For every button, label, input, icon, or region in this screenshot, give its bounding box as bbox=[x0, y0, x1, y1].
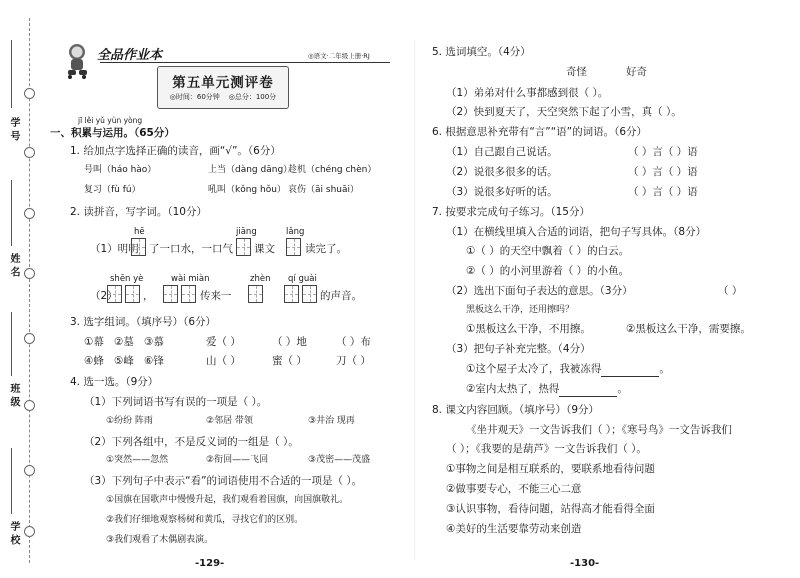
q3-blank[interactable]: 蜜（ ） bbox=[272, 355, 307, 367]
q7-sub3-prompt: ②室内太热了，热得 bbox=[466, 383, 560, 395]
q3-option: ⑥锋 bbox=[144, 355, 164, 367]
q6-row-fill[interactable]: （ ）言（ ）语 bbox=[628, 186, 698, 198]
binding-hole bbox=[24, 333, 35, 344]
q6-row-fill[interactable]: （ ）言（ ）语 bbox=[628, 166, 698, 178]
q1-item[interactable]: 上当（dàng dāng） bbox=[208, 165, 293, 175]
q2-line1-b: 了一口水，一口气 bbox=[149, 243, 233, 255]
tianzi-box[interactable] bbox=[125, 285, 140, 303]
page-title: 第五单元测评卷 bbox=[172, 75, 274, 91]
q7-sub3-prompt: ①这个屋子太冷了，我被冻得 bbox=[466, 363, 602, 375]
q8-line[interactable]: （ ）；《我要的是葫芦》一文告诉我们（ ）。 bbox=[446, 443, 647, 455]
q3-blank[interactable]: （ ）地 bbox=[272, 336, 307, 348]
q2-pinyin: hē bbox=[134, 227, 145, 237]
q6-row-text: （3）说很多好听的话。 bbox=[446, 186, 558, 198]
q3-option: ②墓 bbox=[114, 336, 134, 348]
tianzi-box[interactable] bbox=[163, 285, 178, 303]
page-number-right: -130- bbox=[570, 558, 600, 569]
q2-stem: 2. 读拼音，写字词。（10分） bbox=[70, 206, 207, 218]
q4-sub2: （2）下列各组中，不是反义词的一组是（ ）。 bbox=[84, 436, 299, 448]
q7-sub1-line[interactable]: ②（ ）的小河里游着（ ）的小鱼。 bbox=[466, 265, 630, 277]
q4-sub3-option[interactable]: ①国旗在国歌声中慢慢升起，我们观看着国旗，向国旗敬礼。 bbox=[106, 495, 349, 505]
q5-sentence[interactable]: （1）弟弟对什么事都感到很（ ）。 bbox=[446, 87, 609, 99]
q7-sub3-line: ①这个屋子太冷了，我被冻得 。 bbox=[466, 363, 670, 375]
q2-pinyin: jiāng bbox=[236, 227, 257, 237]
q4-sub2-option[interactable]: ③茂密——茂盛 bbox=[308, 455, 371, 465]
q2-pinyin: qí guài bbox=[288, 274, 317, 284]
q3-blank[interactable]: 山（ ） bbox=[206, 355, 241, 367]
time-limit: ◎时间：60分钟 bbox=[169, 93, 220, 101]
binding-hole bbox=[24, 147, 35, 158]
name-line[interactable] bbox=[11, 180, 12, 246]
q7-sub1: （1）在横线里填入合适的词语，把句子写具体。（8分） bbox=[446, 226, 707, 238]
q5-sentence[interactable]: （2）快到夏天了，天空突然下起了小雪，真（ ）。 bbox=[446, 106, 682, 118]
q2-line2-b: 传来一 bbox=[200, 290, 232, 302]
q2-pinyin: shēn yè bbox=[110, 274, 144, 284]
q2-pinyin: lǎng bbox=[286, 227, 305, 237]
q2-pinyin: wài miàn bbox=[171, 274, 210, 284]
q8-option: ①事物之间是相互联系的，要联系地看待问题 bbox=[446, 463, 655, 475]
answer-line[interactable] bbox=[601, 363, 659, 377]
q8-line[interactable]: 《坐井观天》一文告诉我们（ ）；《寒号鸟》一文告诉我们 bbox=[466, 424, 732, 436]
q6-row-text: （2）说很多很多的话。 bbox=[446, 166, 558, 178]
q4-sub3-option[interactable]: ③我们观看了木偶剧表演。 bbox=[106, 535, 214, 545]
binding-hole bbox=[24, 400, 35, 411]
q1-item[interactable]: 吼叫（kǒng hǒu） bbox=[208, 185, 286, 195]
class-line[interactable] bbox=[11, 312, 12, 376]
q5-word: 奇怪 bbox=[566, 66, 587, 78]
q3-blank[interactable]: 爱（ ） bbox=[206, 336, 241, 348]
q2-pinyin: zhèn bbox=[250, 274, 271, 284]
binding-hole bbox=[24, 88, 35, 99]
q1-stem: 1. 给加点字选择正确的读音，画“√”。（6分） bbox=[70, 145, 281, 157]
q8-stem: 8. 课文内容回顾。（填序号）（9分） bbox=[432, 404, 600, 416]
mascot-icon bbox=[58, 42, 96, 80]
q6-row-fill[interactable]: （ ）言（ ）语 bbox=[628, 146, 698, 158]
q4-sub1-option[interactable]: ②邻居 带领 bbox=[206, 416, 253, 426]
brand-logo bbox=[58, 42, 96, 84]
name-label: 姓 名 bbox=[8, 253, 19, 277]
q2-line2-a: （2） bbox=[90, 290, 118, 302]
title-meta bbox=[158, 92, 288, 102]
q1-item[interactable]: 趁机（chéng chèn） bbox=[288, 165, 377, 175]
tianzi-box[interactable] bbox=[107, 285, 122, 303]
tianzi-box[interactable] bbox=[181, 285, 196, 303]
q6-row-text: （1）自己跟自己说话。 bbox=[446, 146, 558, 158]
q4-sub2-option[interactable]: ②衔回——飞回 bbox=[206, 455, 269, 465]
tianzi-box[interactable] bbox=[236, 238, 251, 256]
binding-hole bbox=[24, 526, 35, 537]
tianzi-box[interactable] bbox=[286, 238, 301, 256]
binding-hole bbox=[24, 208, 35, 219]
binding-hole bbox=[24, 268, 35, 279]
section-pinyin: jī lěi yǔ yùn yòng bbox=[78, 116, 143, 125]
q1-item[interactable]: 复习（fù fú） bbox=[84, 185, 141, 195]
school-line[interactable] bbox=[11, 448, 12, 514]
q2-comma: ， bbox=[143, 290, 154, 302]
q2-line1-d: 读完了。 bbox=[305, 243, 347, 255]
subject-tag: ◎语文·二年级上册·RJ bbox=[308, 52, 370, 60]
q2-line1-c: 课文 bbox=[254, 243, 275, 255]
q4-sub1-option[interactable]: ③井治 现再 bbox=[308, 416, 355, 426]
section-title: 一、积累与运用。（65分） bbox=[50, 127, 175, 139]
q4-sub1-option[interactable]: ①纷纷 阵雨 bbox=[106, 416, 153, 426]
q7-sub2: （2）选出下面句子表达的意思。（3分） bbox=[446, 285, 633, 297]
tianzi-box[interactable] bbox=[248, 285, 263, 303]
q4-sub2-option[interactable]: ①突然——忽然 bbox=[106, 455, 169, 465]
q4-stem: 4. 选一选。（9分） bbox=[70, 376, 159, 388]
q3-option: ③慕 bbox=[144, 336, 164, 348]
q3-option: ①幕 bbox=[84, 336, 104, 348]
title-box bbox=[157, 66, 289, 109]
binding-cut-line bbox=[29, 18, 30, 563]
q3-blank[interactable]: 刀（ ） bbox=[336, 355, 371, 367]
q8-option: ④美好的生活要靠劳动来创造 bbox=[446, 523, 582, 535]
q7-sub3: （3）把句子补充完整。（4分） bbox=[446, 343, 591, 355]
q2-line1-a: （1）明明 bbox=[90, 243, 139, 255]
q3-blank[interactable]: （ ）布 bbox=[336, 336, 371, 348]
q8-option: ②做事要专心，不能三心二意 bbox=[446, 483, 582, 495]
q3-stem: 3. 选字组词。（填序号）（6分） bbox=[70, 316, 217, 328]
binding-hole bbox=[24, 465, 35, 476]
binding-strip bbox=[0, 0, 40, 578]
total-score: ◎总分：100分 bbox=[228, 93, 277, 101]
student-id-label: 学 号 bbox=[8, 117, 19, 141]
answer-line[interactable] bbox=[559, 383, 617, 397]
q5-word: 好奇 bbox=[626, 66, 647, 78]
q3-option: ⑤峰 bbox=[114, 355, 134, 367]
brand-name: 全品作业本 bbox=[97, 48, 163, 63]
student-id-line[interactable] bbox=[11, 40, 12, 108]
q7-sub2-option[interactable]: ②黑板这么干净，需要擦。 bbox=[626, 323, 751, 335]
q8-option: ③认识事物，看待问题，站得高才能看得全面 bbox=[446, 503, 655, 515]
page-divider bbox=[414, 40, 415, 560]
q1-item[interactable]: 号叫（háo hào） bbox=[84, 165, 157, 175]
q7-sub2-option[interactable]: ①黑板这么干净，不用擦。 bbox=[466, 323, 591, 335]
page-number-left: -129- bbox=[195, 558, 225, 569]
q2-line2-c: 的声音。 bbox=[320, 290, 362, 302]
tianzi-box[interactable] bbox=[284, 285, 299, 303]
q3-option: ④蜂 bbox=[84, 355, 104, 367]
q7-sub1-line[interactable]: ①（ ）的天空中飘着（ ）的白云。 bbox=[466, 245, 630, 257]
tianzi-box[interactable] bbox=[302, 285, 317, 303]
q7-stem: 7. 按要求完成句子练习。（15分） bbox=[432, 206, 590, 218]
q1-item[interactable]: 哀伤（āi shuāi） bbox=[288, 185, 359, 195]
q7-sub2-question: 黑板这么干净，还用擦吗？ bbox=[466, 305, 575, 315]
q4-sub1: （1）下列词语书写有误的一项是（ ）。 bbox=[84, 396, 268, 408]
header-rule bbox=[100, 62, 390, 63]
q4-sub3: （3）下列句子中表示“看”的词语使用不合适的一项是（ ）。 bbox=[84, 475, 363, 487]
school-label: 学 校 bbox=[8, 521, 19, 545]
class-label: 班 级 bbox=[8, 383, 19, 407]
q6-stem: 6. 根据意思补充带有“言”“语”的词语。（6分） bbox=[432, 126, 648, 138]
q7-sub3-line: ②室内太热了，热得 。 bbox=[466, 383, 628, 395]
q7-sub2-answer[interactable]: （ ） bbox=[718, 285, 743, 297]
tianzi-box[interactable] bbox=[131, 238, 146, 256]
q5-stem: 5. 选词填空。（4分） bbox=[432, 46, 531, 58]
q4-sub3-option[interactable]: ②我们仔细地观察杨树和黄瓜，寻找它们的区别。 bbox=[106, 515, 304, 525]
